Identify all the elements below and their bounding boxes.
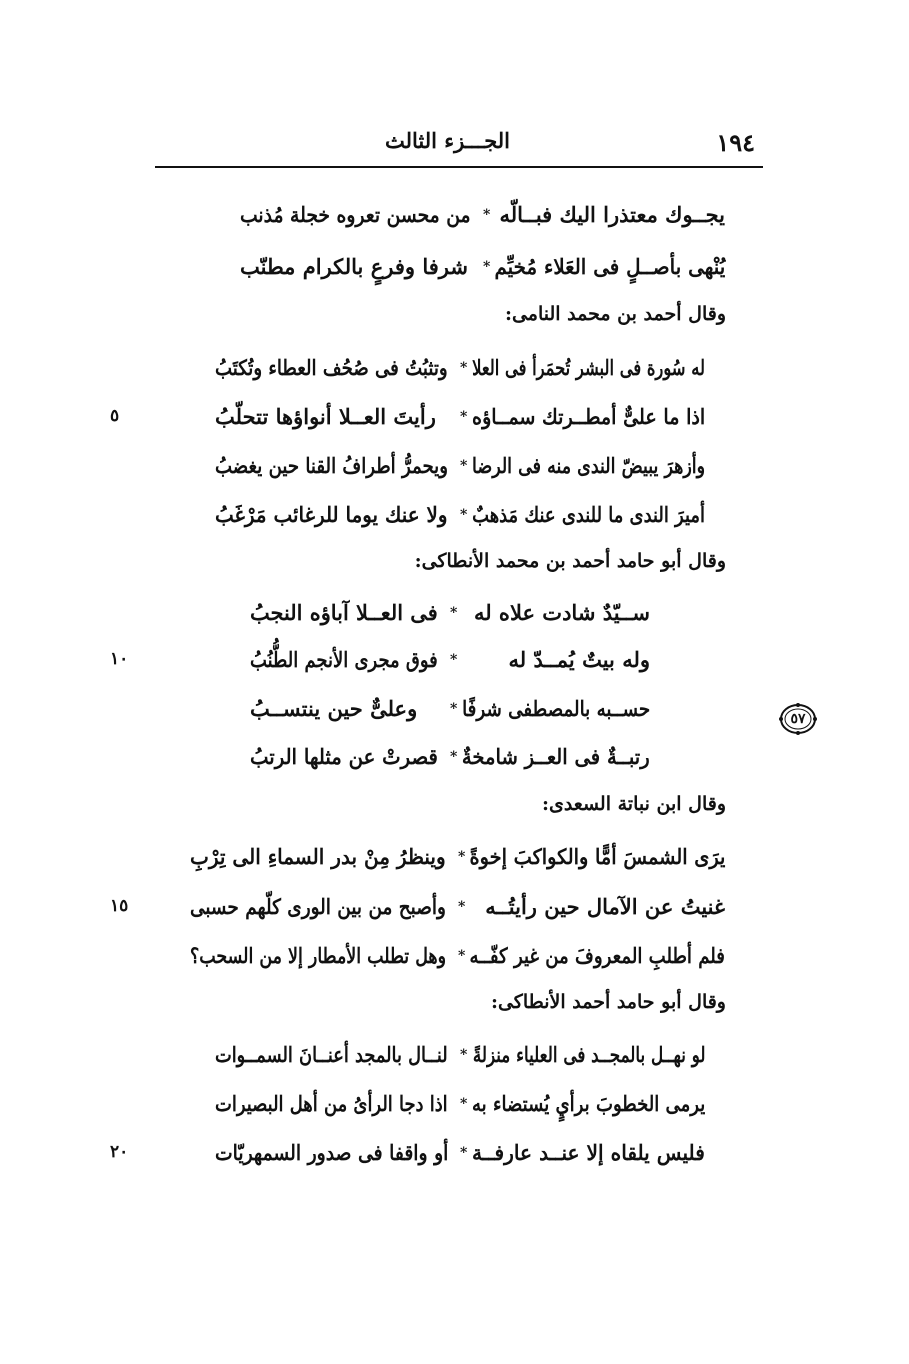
verse-second-hemistich: شرفا وفرعٍ بالكرام مطنّب	[240, 254, 468, 279]
verse-second-hemistich: وأصبح من بين الورى كلّهم حسبى	[190, 894, 446, 919]
verse-second-hemistich: لنــال بالمجد أعنــانَ السمــوات	[215, 1042, 448, 1067]
hemistich-separator-icon: *	[458, 849, 466, 865]
verse-line	[190, 933, 725, 979]
verse-first-hemistich: وله بيتٌ يُمــدّ له	[508, 647, 650, 672]
hemistich-separator-icon: *	[450, 605, 458, 621]
line-number: ١٠	[110, 649, 129, 669]
verse-line	[240, 244, 725, 290]
verse-line	[250, 686, 650, 732]
verse-second-hemistich: فوق مجرى الأنجم الطُّنُبُ	[250, 647, 438, 672]
line-number: ١٥	[110, 896, 129, 916]
verse-first-hemistich: رتبــةٌ فى العــز شامخةٌ	[462, 744, 650, 769]
verse-line	[190, 884, 725, 930]
verse-line	[215, 1081, 705, 1127]
margin-marker: ٥٧	[790, 711, 806, 727]
verse-line	[250, 590, 650, 636]
hemistich-separator-icon: *	[460, 458, 468, 474]
hemistich-separator-icon: *	[483, 259, 491, 275]
verse-line	[240, 192, 725, 238]
running-title: الجـــزء الثالث	[385, 128, 511, 153]
verse-first-hemistich: فليس يلقاه إلا عنــد عارفــة	[472, 1140, 705, 1165]
verse-second-hemistich: وينظرُ مِنْ بدر السماءِ الى تِرْبِ	[190, 844, 446, 869]
hemistich-separator-icon: *	[450, 749, 458, 765]
verse-line	[190, 834, 725, 880]
hemistich-separator-icon: *	[450, 701, 458, 717]
verse-line	[250, 734, 650, 780]
verse-first-hemistich: ســيّدٌ شادت علاه له	[473, 600, 650, 625]
verse-first-hemistich: يرمى الخطوبَ برأيٍ يُستضاء به	[471, 1091, 705, 1116]
line-number: ٢٠	[110, 1142, 129, 1162]
verse-second-hemistich: اذا دجا الرأىُ من أهل البصيرات	[215, 1091, 448, 1116]
hemistich-separator-icon: *	[460, 409, 468, 425]
hemistich-separator-icon: *	[483, 207, 491, 223]
verse-line	[215, 1130, 705, 1176]
poem-introduction: وقال أحمد بن محمد النامى:	[504, 303, 726, 325]
verse-second-hemistich: ولا عنك يوما للرغائب مَرْغَبُ	[215, 502, 448, 527]
verse-second-hemistich: من محسن تعروه خجلة مُذنب	[240, 202, 471, 227]
poem-introduction: وقال أبو حامد أحمد بن محمد الأنطاكى:	[414, 550, 726, 572]
verse-first-hemistich: أميرَ الندى ما للندى عنك مَذهبٌ	[472, 502, 705, 527]
verse-first-hemistich: له سُورة فى البشر تُحمَرأ فى العلا	[472, 355, 705, 380]
verse-first-hemistich: يجــوك معتذرا اليك فبــالّه	[499, 202, 725, 227]
hemistich-separator-icon: *	[460, 360, 468, 376]
hemistich-separator-icon: *	[460, 1096, 468, 1112]
verse-first-hemistich: لو نهــل بالمجــد فى العلياء منزلةً	[472, 1042, 705, 1067]
hemistich-separator-icon: *	[460, 507, 468, 523]
verse-second-hemistich: فى العــلا آباؤه النجبُ	[250, 600, 438, 625]
verse-second-hemistich: وهل تطلب الأمطار إلا من السحب؟	[190, 943, 447, 968]
verse-line	[215, 394, 705, 440]
verse-first-hemistich: يرَى الشمسَ أمًّا والكواكبَ إخوةً	[469, 844, 725, 869]
hemistich-separator-icon: *	[460, 1145, 468, 1161]
verse-line	[215, 1032, 705, 1078]
verse-second-hemistich: وعلىٌّ حين ينتســبُ	[250, 696, 418, 721]
verse-first-hemistich: وأزهرَ يبيضّ الندى منه فى الرضا	[472, 453, 705, 478]
verse-second-hemistich: وتثبُتُ فى صُحُف العطاء وتُكتَبُ	[215, 355, 448, 380]
hemistich-separator-icon: *	[458, 948, 466, 964]
verse-first-hemistich: غنيتُ عن الآمال حين رأيتُــه	[485, 894, 725, 919]
verse-first-hemistich: اذا ما علىٌّ أمطــرتك سمــاؤه	[471, 404, 705, 429]
verse-first-hemistich: حســبه بالمصطفى شرفًا	[461, 696, 650, 721]
poem-introduction: وقال ابن نباتة السعدى:	[541, 793, 726, 815]
hemistich-separator-icon: *	[460, 1047, 468, 1063]
verse-second-hemistich: رأيتَ العــلا أنواؤها تتحلّبُ	[215, 404, 436, 429]
verse-second-hemistich: قصرتْ عن مثلها الرتبُ	[250, 744, 438, 769]
hemistich-separator-icon: *	[450, 652, 458, 668]
hemistich-separator-icon: *	[458, 899, 466, 915]
verse-second-hemistich: أو واقفا فى صدور السمهريّات	[215, 1140, 449, 1165]
poem-introduction: وقال أبو حامد أحمد الأنطاكى:	[490, 991, 726, 1013]
page-number: ١٩٤	[716, 128, 755, 157]
verse-second-hemistich: ويحمرُّ أطرافُ القنا حين يغضبُ	[215, 453, 448, 478]
verse-first-hemistich: فلم أطلبِ المعروفَ من غير كفّــه	[469, 943, 725, 968]
line-number: ٥	[110, 406, 120, 426]
verse-line	[250, 637, 650, 683]
verse-line	[215, 492, 705, 538]
verse-first-hemistich: يُنْهى بأصــلٍ فى العَلاء مُخيِّم	[494, 254, 725, 279]
verse-line	[215, 443, 705, 489]
verse-line	[215, 345, 705, 391]
